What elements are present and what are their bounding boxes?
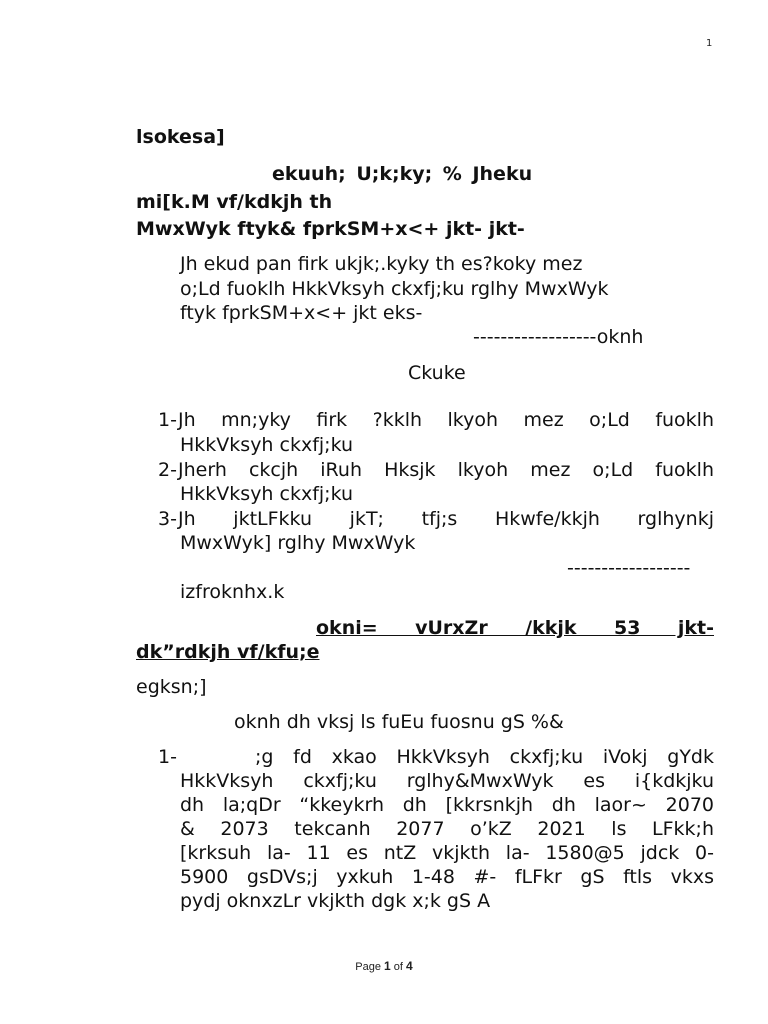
point-1-line-5: [krksuh la- 11 es ntZ vkjkth la- 1580@5 jdck 0- (180, 842, 714, 864)
court-title: ekuuh; U;k;ky; % Jheku (272, 163, 533, 185)
plaintiff-label: ------------------oknh (473, 326, 644, 348)
point-number: 1- (158, 746, 177, 768)
intro-line: oknh dh vksj ls fuEu fuosnu gS %& (234, 711, 564, 733)
respondent-2-line-2: HkkVksyh ckxfj;ku (180, 483, 354, 505)
respondent-2-line-1: 2-Jherh ckcjh iRuh Hksjk lkyoh mez o;Ld fuoklh (158, 459, 714, 481)
district-line: MwxWyk ftyk& fprkSM+x<+ jkt- jkt- (136, 218, 525, 240)
respondent-1-line-2: HkkVksyh ckxfj;ku (180, 434, 354, 456)
point-1-line-3: dh la;qDr “kkeykrh dh [kkrsnkjh dh laor~ 2070 (180, 794, 714, 816)
footer-page-label: Page (355, 961, 381, 973)
point-1-line-7: pydj oknxzLr vkjkth dgk x;k gS A (180, 890, 491, 912)
point-1-line-6: 5900 gsDVs;j yxkuh 1-48 #- fLFkr gS ftls vkxs (180, 866, 714, 888)
respondent-3-line-2: MwxWyk] rglhy MwxWyk (180, 532, 416, 554)
point-1-line-1: ;g fd xkao HkkVksyh ckxfj;ku iVokj gYdk (255, 746, 714, 768)
versus-label: Ckuke (408, 362, 466, 384)
address-heading: lsokesa] (136, 126, 225, 148)
point-1-line-2: HkkVksyh ckxfj;ku rglhy&MwxWyk es i{kdkjku (180, 770, 714, 792)
respondent-3-line-1: 3-Jh jktLFkku jkT; tfj;s Hkwfe/kkjh rglhynkj (158, 508, 714, 530)
plaintiff-line-3: ftyk fprkSM+x<+ jkt eks- (180, 302, 423, 324)
respondent-dashes: ------------------ (567, 557, 691, 579)
point-1-line-4: & 2073 tekcanh 2077 o’kZ 2021 ls LFkk;h (180, 818, 714, 840)
footer-total-pages: 4 (406, 959, 413, 973)
case-title-line-2: dk”rdkjh vf/kfu;e (136, 641, 320, 663)
footer-of-label: of (393, 961, 403, 973)
plaintiff-line-1: Jh ekud pan firk ukjk;.kyky th es?koky mez (180, 253, 583, 275)
respondent-1-line-1: 1-Jh mn;yky firk ?kklh lkyoh mez o;Ld fuoklh (158, 409, 714, 431)
plaintiff-line-2: o;Ld fuoklh HkkVksyh ckxfj;ku rglhy MwxWyk (180, 278, 609, 300)
footer-current-page: 1 (384, 959, 391, 973)
page-footer (0, 959, 768, 973)
salutation: egksn;] (136, 676, 207, 698)
case-title-line-1: okni= vUrxZr /kkjk 53 jkt- (316, 617, 714, 639)
officer-title: mi[k.M vf/kdkjh th (136, 191, 333, 213)
top-page-number: 1 (706, 38, 713, 49)
respondents-label: izfroknhx.k (180, 581, 285, 603)
